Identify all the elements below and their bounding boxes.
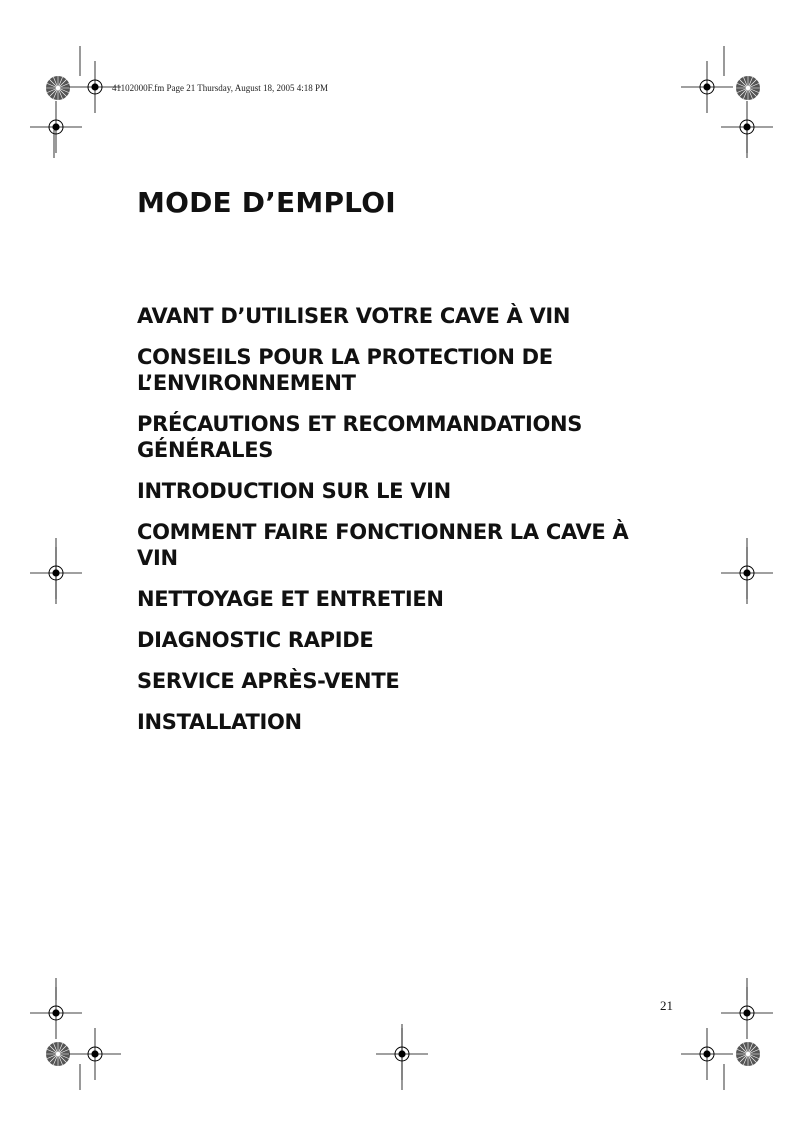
toc-item-avant-utiliser: AVANT D’UTILISER VOTRE CAVE À VIN	[137, 304, 571, 328]
color-bar-top-left	[46, 76, 70, 100]
registration-mark-top-right	[681, 61, 733, 113]
table-of-contents	[137, 303, 697, 750]
registration-mark-bottom-left-2	[69, 1028, 121, 1080]
toc-item-precautions: PRÉCAUTIONS ET RECOMMANDATIONS GÉNÉRALES	[137, 412, 583, 462]
print-header: 41102000F.fm Page 21 Thursday, August 18, 2005 4:18 PM	[112, 83, 328, 93]
toc-item-nettoyage-entretien: NETTOYAGE ET ENTRETIEN	[137, 587, 444, 611]
toc-item-comment-faire-fonctionner: COMMENT FAIRE FONCTIONNER LA CAVE À VIN	[137, 520, 629, 570]
registration-mark-top-left-2	[30, 101, 82, 153]
toc-item-diagnostic-rapide: DIAGNOSTIC RAPIDE	[137, 628, 374, 652]
toc-item-introduction-vin: INTRODUCTION SUR LE VIN	[137, 479, 451, 503]
toc-item-service-apres-vente: SERVICE APRÈS-VENTE	[137, 669, 400, 693]
toc-item-conseils-environnement: CONSEILS POUR LA PROTECTION DE L’ENVIRONNEMENT	[137, 345, 553, 395]
color-bar-bottom-right	[736, 1042, 760, 1066]
page-title: MODE D’EMPLOI	[137, 186, 396, 219]
registration-mark-bottom-right-2	[681, 1028, 733, 1080]
color-bar-bottom-left	[46, 1042, 70, 1066]
page-number: 21	[660, 998, 673, 1013]
color-bar-top-right	[736, 76, 760, 100]
toc-item-installation: INSTALLATION	[137, 710, 302, 734]
